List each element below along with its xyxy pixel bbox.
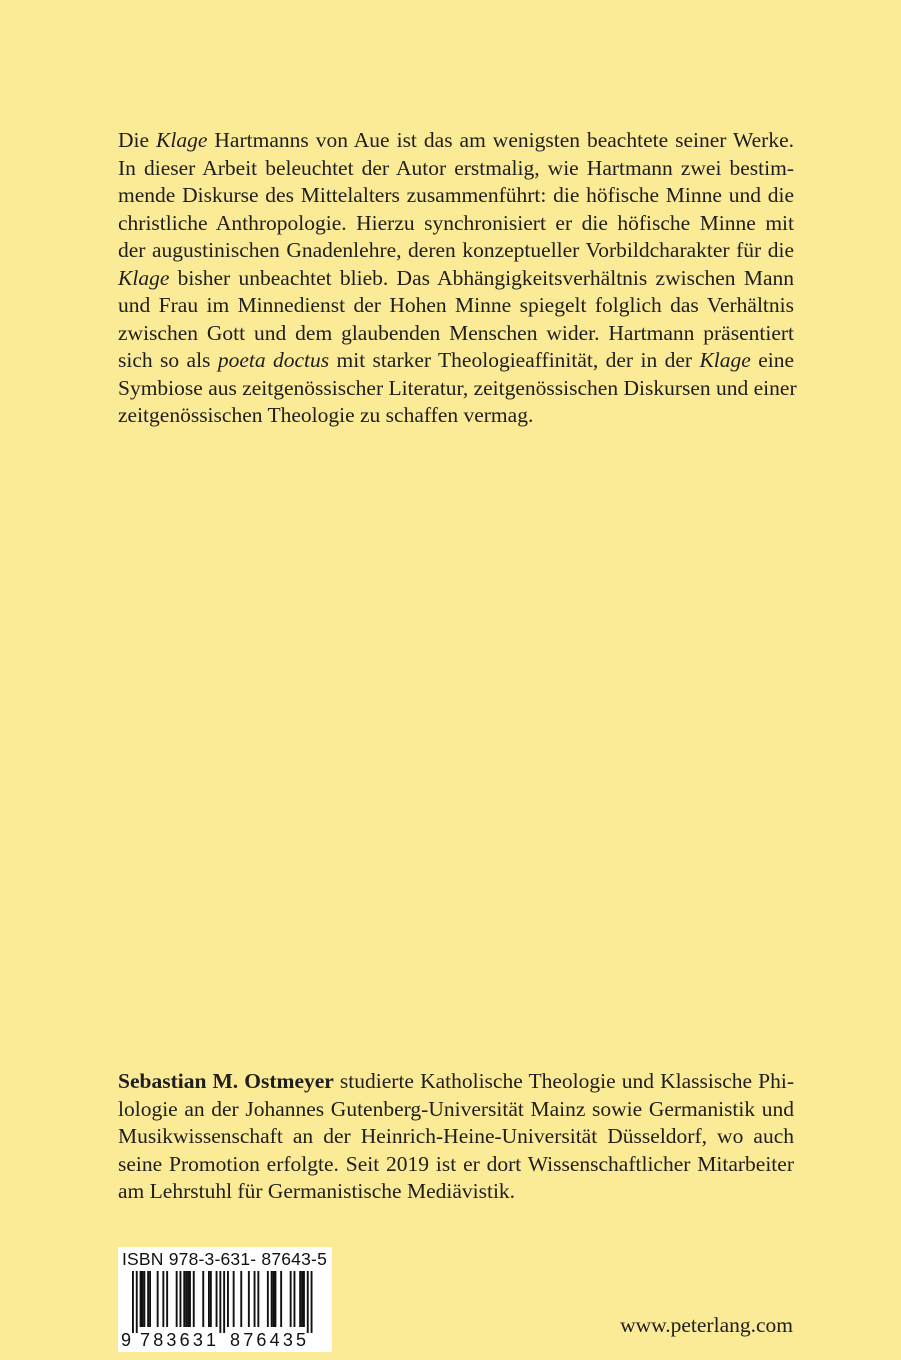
blurb-line [118,402,794,430]
barcode-bar [176,1271,178,1327]
text-segment: eine [750,348,795,372]
barcode-bar [273,1271,275,1327]
barcode-bar [157,1271,159,1327]
isbn-barcode [118,1247,332,1352]
barcode-bar [271,1271,273,1327]
blurb-line [118,375,797,403]
blurb-line [118,237,794,265]
text-segment: zeitgenössischen Theologie zu schaffen vermag. [118,403,534,427]
text-segment: Hartmanns von Aue ist das am wenigsten beachtete seiner Werke. [207,128,795,152]
isbn-label: ISBN 978-3-631- 87643-5 [122,1249,328,1269]
barcode-bar [311,1271,313,1333]
publisher-website[interactable]: www.peterlang.com [620,1313,793,1337]
barcode-bar [248,1271,250,1327]
ean-left-group: 783631 [140,1330,220,1350]
barcode-bar [180,1271,182,1327]
ean-right-group: 876435 [230,1330,310,1350]
bio-line [118,1068,794,1096]
blurb-line [118,265,794,293]
barcode-bar [143,1271,145,1327]
barcode-bar [227,1271,229,1327]
barcode-bar [280,1271,282,1327]
text-segment: mende Diskurse des Mittelalters zusammenführt: die höfische Minne und die [118,183,794,207]
barcode-bar [303,1271,305,1327]
barcode-bar [216,1271,218,1327]
bio-line [118,1151,794,1179]
ean-first-digit: 9 [121,1330,132,1350]
barcode-bar [299,1271,301,1327]
blurb-line [118,155,794,183]
barcode-bar [275,1271,277,1327]
barcode-bar [240,1271,242,1327]
barcode-bar [149,1271,151,1327]
bold-text: Sebastian M. Ostmeyer [118,1069,334,1093]
text-segment: lologie an der Johannes Gutenberg-Universität Mainz sowie Germanistik und [118,1096,794,1121]
barcode-bar [140,1271,142,1327]
barcode-bar [210,1271,212,1327]
barcode-bar [290,1271,292,1327]
barcode-bar [208,1271,210,1327]
barcode-bar [193,1271,195,1327]
bio-line [118,1096,794,1124]
barcode-bars [132,1271,322,1333]
text-segment: Die [118,128,157,152]
text-segment: mit starker Theologieaffinität, der in der [329,348,700,372]
text-segment: studierte Katholische Theologie und Klassische Phi- [333,1069,794,1093]
text-segment: christliche Anthropologie. Hierzu synchronisiert er die höfische Minne mit [118,210,794,235]
blurb-paragraph [118,127,797,430]
text-segment: In dieser Arbeit beleuchtet der Autor erstmalig, wie Hartmann zwei bestim- [118,155,794,180]
barcode-bar [267,1271,269,1327]
barcode-bar [223,1271,225,1333]
blurb-line [118,182,794,210]
text-segment: bisher unbeachtet blieb. Das Abhängigkeitsverhältnis zwischen Mann [169,265,794,290]
barcode-bar [257,1271,259,1327]
blurb-line [118,320,794,348]
barcode-bar [136,1271,138,1333]
text-segment: und Frau im Minnedienst der Hohen Minne spiegelt folglich das Verhältnis [118,293,794,317]
author-bio [118,1068,794,1206]
italic-text: Klage [118,265,170,290]
blurb-line [118,210,794,238]
text-segment: seine Promotion erfolgte. Seit 2019 ist er dort Wissenschaftlicher Mitarbeiter [118,1151,794,1176]
italic-text: Klage [699,348,751,372]
barcode-bar [189,1271,191,1327]
barcode-bar [166,1271,168,1327]
barcode-bar [183,1271,185,1327]
barcode-bar [185,1271,187,1327]
barcode-bar [187,1271,189,1327]
barcode-bar [142,1271,144,1327]
italic-text: Klage [156,128,208,152]
blurb-line [118,127,794,155]
barcode-bar [219,1271,221,1333]
barcode-bar [301,1271,303,1327]
text-segment: sich so als [118,348,218,372]
barcode-bar [147,1271,149,1327]
text-segment: Musikwissenschaft an der Heinrich-Heine-Universität Düsseldorf, wo auch [118,1124,794,1148]
barcode-bar [233,1271,235,1327]
text-segment: am Lehrstuhl für Germanistische Mediävistik. [118,1179,516,1203]
blurb-line [118,347,794,375]
text-segment: Symbiose aus zeitgenössischer Literatur, zeitgenössischen Diskursen und einer [118,375,797,400]
barcode-bar [254,1271,256,1327]
barcode-bar [162,1271,164,1327]
italic-text: poeta doctus [217,348,330,372]
text-segment: zwischen Gott und dem glaubenden Menschen wider. Hartmann präsentiert [118,320,794,345]
bio-line [118,1178,794,1206]
text-segment: der augustinischen Gnadenlehre, deren konzeptueller Vorbildcharakter für die [118,238,794,262]
barcode-bar [132,1271,134,1333]
barcode-bar [294,1271,296,1327]
barcode-bar [307,1271,309,1333]
bio-line [118,1123,794,1151]
blurb-line [118,292,794,320]
barcode-bar [202,1271,204,1327]
